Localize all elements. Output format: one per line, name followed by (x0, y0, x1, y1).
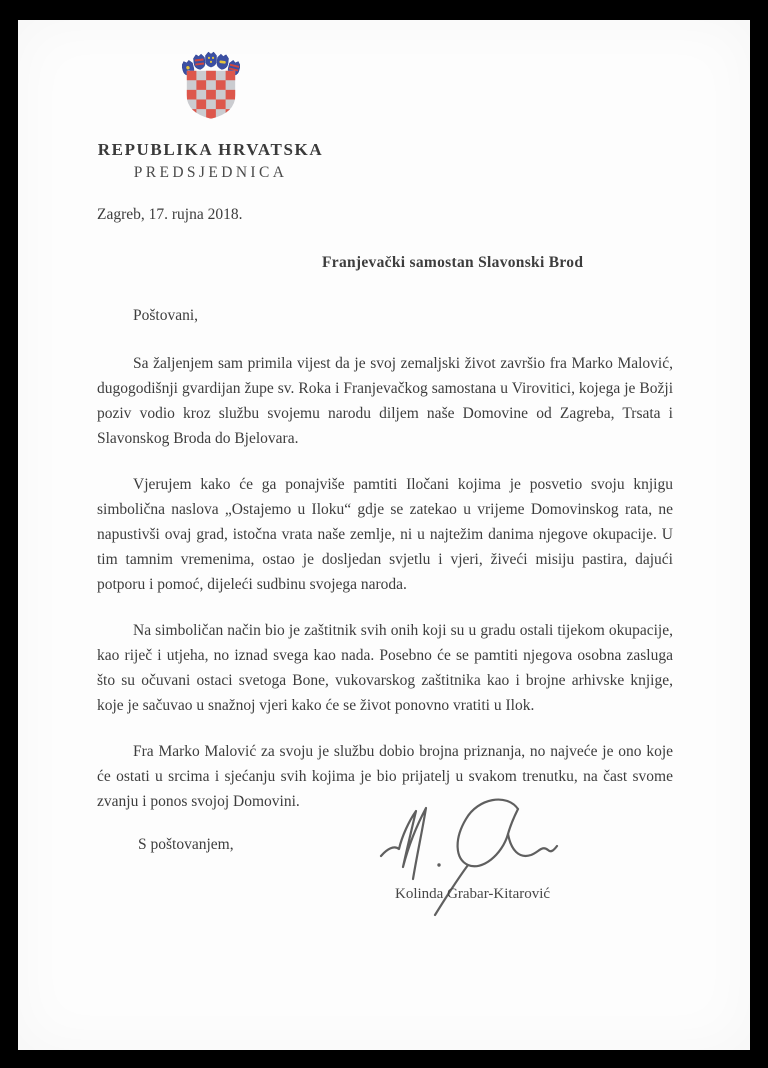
recipient-line: Franjevački samostan Slavonski Brod (322, 254, 584, 271)
letter-page (18, 20, 750, 1050)
salutation: Poštovani, (133, 307, 199, 324)
dateline: Zagreb, 17. rujna 2018. (97, 206, 243, 223)
closing-line: S poštovanjem, (138, 836, 234, 853)
letter-paragraph-1: Sa žaljenjem sam primila vijest da je svoj zemaljski život završio fra Marko Malović, dugogodišnji gvardijan župe sv. Roka i Franjevačkog samostana u Virovitici, kojega je Božji poziv vodio kroz službu svojemu narodu diljem naše Domovine od Zagreba, Trsata i Slavonskog Broda do Bjelovara. (97, 355, 673, 447)
letter-body (97, 351, 673, 835)
org-name-line2: PREDSJEDNICA (133, 164, 288, 181)
signer-name: Kolinda Grabar-Kitarović (395, 886, 551, 902)
letter-paragraph-4: Fra Marko Malović za svoju je službu dobio brojna priznanja, no najveće je ono koje će ostati u srcima i sjećanju svih kojima je bio prijatelj u svakom trenutku, na čast svome zvanju i ponos svojoj Domovini. (97, 743, 673, 810)
letter-paragraph-2: Vjerujem kako će ga ponajviše pamtiti Iločani kojima je posvetio svoju knjigu simbolična naslova „Ostajemo u Iloku“ gdje se zatekao u vrijeme Domovinskog rata, ne napustivši ovaj grad, istočna vrata naše zemlje, ni u najtežim danima njegove okupacije. U tim tamnim vremenima, ostao je dosljedan svjetlu i vjeri, živeći misiju pastira, dajući potporu i pomoć, dijeleći sudbinu svojega naroda. (97, 476, 673, 593)
letterhead (78, 50, 343, 182)
letter-paragraph-3: Na simboličan način bio je zaštitnik svih onih koji su u gradu ostali tijekom okupacije, kao riječ i utjeha, no iznad svega kao nada. Posebno će se pamtiti njegova osobna zasluga što su očuvani ostaci svetoga Bone, vukovarskog zaštitnika kao i brojne arhivske knjige, koje je sačuvao u snažnoj vjeri kako će se život ponovno vratiti u Ilok. (97, 622, 673, 714)
croatia-coat-of-arms-icon (182, 50, 240, 126)
org-name-line1: REPUBLIKA HRVATSKA (97, 140, 324, 159)
